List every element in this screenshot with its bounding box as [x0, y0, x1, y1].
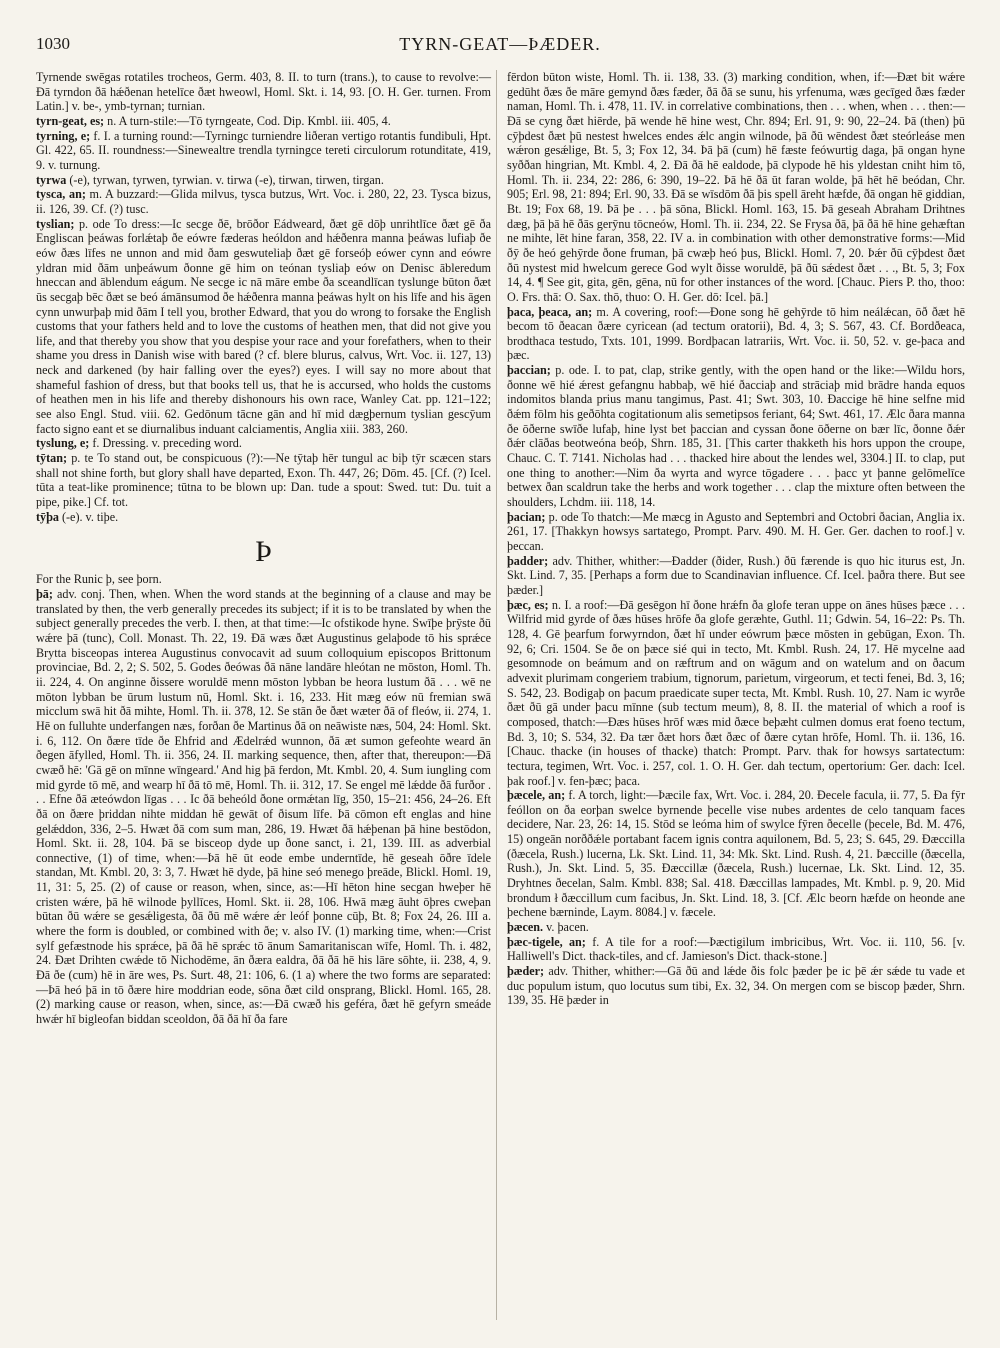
- entry-headword: tȳþa: [36, 509, 59, 524]
- dictionary-entry: [507, 935, 965, 964]
- page-header: [36, 34, 964, 60]
- entry-text: p. ode. I. to pat, clap, strike gently, with the open hand or the like:—Wildu hors, ðonne wē hié ǽrest gefangnu habbaþ, wē hié ðacciaþ and strāciaþ mid brādre handa equos indomitos blanda prius manu tangimus, Past. 41; Swt. 303, 10. Ðaccige hē hine selfne mid ðǽm fōlm his geðōhta cogitationum alis semetipsos feriant, 64; Swt. 461, 17. Ælc ðara manna ðe ōðerne swīðe lufaþ, hine lyst bet þaccian and cyssan ðone ōðerne on bær līc, ðonne ðǽr ðǽr clāðas beotweóna beóþ, Shrn. 185, 31. [This carter thakketh his hors uppon the croupe, Chauc. C. T. 7141. Nicholas had . . . thacked hire about the lendes wel, 3304.] II. to clap, put one thing to another:—Nim ða wyrta and wyrce tōgadere . . . þacc yt þanne gelōmelīce betwex ðan scaldrun take the herbs and work together . . . clap the mixture often between the shoulders, Lchdm. iii. 118, 14.: [507, 363, 965, 510]
- entry-headword: þadder;: [507, 553, 549, 568]
- dictionary-entry: [507, 788, 965, 920]
- entry-headword: þæc, es;: [507, 597, 549, 612]
- entry-text: p. ode To thatch:—Me mæcg in Agusto and Septembri and Octobri ðacian, Anglia ix. 261, 17. [Thakkyn howsys sartatego, Prompt. Parv. 490. M. H. Ger. Ger. dachen to roof.] v. þeccan.: [507, 509, 965, 553]
- entry-headword: þæder;: [507, 964, 545, 979]
- entry-headword: tyslian;: [36, 216, 75, 231]
- entry-text: Tyrnende swēgas rotatiles trocheos, Germ. 403, 8. II. to turn (trans.), to cause to revolve:—Ðā tyrndon ðā hǽðenan hetelīce ðæt hweowl, Homl. Skt. i. 14, 93. [O. H. Ger. turnen. From Latin.] v. be-, ymb-tyrnan; turnian.: [36, 70, 491, 114]
- dictionary-entry: [507, 305, 965, 364]
- dictionary-entry: [507, 510, 965, 554]
- entry-text: f. I. a turning round:—Tyrningc turniendre liðeran vertigo rotantis fundibuli, Hpt. Gl. 422, 65. II. roundness:—Sinewealtre trendla tyrningce tereti circulorum rotunditate, 419, 9. v. turnung.: [36, 128, 491, 172]
- entry-text: f. A torch, light:—Þæcile fax, Wrt. Voc. i. 284, 20. Ðecele facula, ii. 77, 5. Ða fȳr feóllon on ða eorþan swelce byrnende þecelle vise nubes ardentes de celo tanquam faces decidere, Nar. 23, 26: 14, 15. Stōd se leóma him of swylce fȳren ðecelle (þecele, Bd. M. 476, 15) ongeān norððǽle portabant facem ignis contra aquilonem, Bd. 5, 23; S. 645, 29. Ðæccilla (ðæcela, Rush.) lucerna, Lk. Skt. Lind. 11, 34: Mk. Skt. Lind. Rush. 4, 21. Þæccille (ðæcella, Rush.), Jn. Skt. Lind. 5, 35. Ðæccillæ (ðæcela, Rush.) lucernae, Lk. Skt. Lind. 12, 35. Dryhtnes ðecelan, Salm. Kmbl. 838; Sal. 418. Ðæccillas lampades, Mt. Kmbl. p. 9, 20. Mid brondum ł ðæccillum cum facibus, Jn. Skt. Lind. 18, 3. [Cf. Ælc beorn hæfde on heonde ane þechene bærninde, Laym. 8084.] v. fæcele.: [507, 788, 965, 920]
- entry-headword: þā;: [36, 587, 53, 601]
- entry-headword: tȳtan;: [36, 451, 68, 466]
- entry-text: (-e), tyrwan, tyrwen, tyrwian. v. tirwa (-e), tirwan, tirwen, tirgan.: [66, 172, 384, 187]
- dictionary-entry: [507, 70, 965, 305]
- left-column: [36, 70, 491, 1027]
- dictionary-entry: [507, 920, 965, 935]
- entry-headword: þæcele, an;: [507, 788, 566, 803]
- running-title: TYRN-GEAT—ÞÆDER.: [399, 34, 601, 54]
- dictionary-entry: [507, 964, 965, 1008]
- entry-text: f. A tile for a roof:—Þæctigilum imbricibus, Wrt. Voc. ii. 110, 56. [v. Halliwell's Dict. thack-tiles, and cf. Jamieson's Dict. thack-stone.]: [507, 934, 965, 964]
- right-column: [507, 70, 965, 1008]
- entry-text: adv. Thither, whither:—Gā ðū and lǽde ðis folc þæder þe ic þē ǽr sǽde tu vade et duc populum istum, quo locutus sum tibi, Ex. 32, 34. On mergen com se biscop þæder, Shrn. 139, 35. Hē þæder in: [507, 964, 965, 1008]
- entry-headword: tyrn-geat, es;: [36, 113, 105, 128]
- dictionary-entry: [36, 510, 491, 525]
- dictionary-entry: [507, 363, 965, 510]
- entry-headword: þacian;: [507, 509, 546, 524]
- column-divider: [496, 70, 497, 1320]
- entry-headword: tyslung, e;: [36, 436, 90, 451]
- dictionary-entry: [36, 129, 491, 173]
- section-letter: Þ: [255, 535, 272, 569]
- entry-text: v. þacen.: [543, 920, 589, 935]
- entry-text: fērdon būton wiste, Homl. Th. ii. 138, 33. (3) marking condition, when, if:—Ðæt bit wǽre gedūht ðæs ðe māre gemynd ðæs fæder, ðā ðā se sunu, his yrfenuma, wæs gecīged ðæs fæder naman, Homl. Th. i. 478, 11. IV. in correlative combinations, then . . . when, when . . . then:—Ðā se cyng ðæt hiērde, þā wende hē hine west, Chr. 894; Erl. 91, 9: 90, 22–24. Þā (then) þū cȳþdest ðæt þū nestest hwelces endes ǽlc angin wilnode, þā ðū wēndest ðæt steórleáse men wǽron gesǽlige, Bt. 5, 3; Fox 12, 34. Þā þā (cum) hē fæste feówurtig daga, þā ongan hyne syððan hingrian, Mt. Kmbl. 4, 2. Ðā ðā hē ealdode, þā clypode hē his yldestan cniht him tō, Homl. Th. ii. 234, 22: 286, 6: 390, 19–22. Þā hē ðā ūt faran wolde, þā hēt hē beódan, Chr. 905; Erl. 98, 21: 894; Erl. 90, 33. Ðā se wīsdōm ðā þis spell āreht hæfde, ðā ongan hē giddian, Bt. 19; Fox 68, 19. Þā þe . . . þā sōna, Blickl. Homl. 163, 15. Þā geseah Abraham Drihtnes dæg, þā þā hē ðās gerȳnu tōcneów, Homl. Th. ii. 234, 22. Se Frysa ðā, þā ðā hē hine gehæftan ne mihte, lēt hine faran, 358, 22. IV a. in combination with other demonstrative forms:—Mid ðȳ ðe heó gehȳrde ðone fruman, þā cwæþ heó þus, Blickl. Homl. 7, 20. Þǽr ðū cȳþdest ðæt ðū nystest mid hwelcum gerece God wylt ðisse woruldē, þā ðū sǽdest ðæt . . ., Bt. 5, 3; Fox 14, 4. ¶ See git, gita, gēn, gēna, nū for other instances of the word. [Chauc. Piers P. tho, thoo: O. Frs. thā: O. Sax. thō, thuo: O. H. Ger. dō: Icel. þā.]: [507, 70, 965, 304]
- entry-text: m. A buzzard:—Glida milvus, tysca butzus, Wrt. Voc. i. 280, 22, 23. Tysca bizus, ii. 126, 39. Cf. (?) tusc.: [36, 187, 492, 216]
- dictionary-entry: [36, 587, 491, 1027]
- entry-text: adv. conj. Then, when. When the word stands at the beginning of a clause and may be translated by then, the verb generally precedes its subject; if it is to be translated by when the subject generally precedes the verb. I. then, at that time:—Ic ofstikode hyne. Swīþe þrȳste ðū wǽre þā (tunc), Coll. Monast. Th. 22, 19. Ðā wæs ðæt Augustinus gelaþode tō his sprǽce Brytta bisceopas interea Augustinus convocavit ad suum colloquium episcopos Brittonum provinciae, Bd. 2, 2; S. 502, 5. Godes ðeówas ðā nāne landāre hleótan ne mōston, Homl. Th. ii. 224, 4. On anginne ðissere woruldē menn mōston lybban be heora lustum ðā . . . wē ne mōton lybban be ūrum lustum nū, Homl. Skt. i. 16, 233. Hit mæg eów nū fremian swā micclum swā hit ðā mihte, Homl. Th. ii. 378, 12. Se stān ðe ðæt wæter ðā of fleów, ii. 274, 1. Hē on fulluhte underfangen næs, forðan ðe Martinus ðā on neāwiste næs, 504, 24: Homl. Skt. i. 6, 112. On ðære tīde ðe Ehfrid and Ædelrǽd wunnon, ðā æt sumon gefeohte weard ān ðegen āfylled, Homl. Th. ii. 356, 24. II. marking sequence, then, after that, thereupon:—Ðā cwæð hē: 'Gā gē on mīnne wīngeard.' And hig þā ferdon, Mt. Kmbl. 20, 4. Sum iungling com mid gyrde tō mē, and wearp hī ðā tō mē, Homl. Th. ii. 312, 17. Se engel mē lǽdde ðā furðor . . . Efne ðā æteówdon līgas . . . Ic ðā beheóld ðone ormǽtan līg, 350, 15–21: 456, 24–26. Eft ðā on ðære þriddan nihte middan hē gewāt of ðisum līfe. Þā cōmon eft englas and hine gelǽddon, 336, 2–5. Hwæt ðā com sum man, 286, 19. Hwæt ðā hǽþenan þā hine bestōdon, Homl. Skt. ii. 28, 104. Þā se bisceop dyde up ðone sanct, i. 21, 139. III. as adverbial connective, (1) of time, when:—Þā hē ūt eode embe underntīde, hē geseah ōðre īdele standan, Mt. Kmbl. 20, 3: 3, 7. Hwæt hē dyde, þā hine seó menego þreāde, Blickl. Homl. 19, 11, 31: 5, 25. (2) of cause or reason, when, since, as:—Hī hēton hine secgan hweþer hē cristen wǽre, þā hē wilnode þyllīces, Homl. Skt. ii. 28, 106. Hwā mæg āuht ōþres cweþan būtan ðū wǽre se gesǽligesta, ðā ðū mē wǽre ǽr leóf þonne cūþ, Bt. 8; Fox 24, 26. III a. where the form is doubled, or combined with ðe; v. also IV. (1) marking time, when:—Crist sylf gefæstnode his sprǽce, þā ðā hē sprǽc tō ānum Samaritaniscan wīfe, Homl. Th. i. 482, 24. Ðæt Drihten cwǽde tō Nichodēme, ān ðæra ealdra, ðā ðā hē his lāre sōhte, ii. 238, 4, 9. Ðā ðe (cum) hē in āre wes, Ps. Surt. 48, 21: 106, 6. (1 a) where the two forms are separated:—Þā heó þā in tō ðære hire moddrian eode, sōna ðæt cild onsprang, Blickl. Homl. 165, 28. (2) marking cause or reason, when, since, as:—Ðā cwæð his geféra, ðæt hē gefyrn smeáde hwǽr hī bigleofan biddan sceoldon, ðā ðā hī ða fare: [36, 587, 491, 1027]
- entry-headword: þaca, þeaca, an;: [507, 304, 593, 319]
- dictionary-entry: [36, 70, 491, 114]
- dictionary-entry: [36, 451, 491, 510]
- entry-text: f. Dressing. v. preceding word.: [89, 436, 242, 451]
- dictionary-entry: [36, 173, 491, 188]
- entry-headword: þæcen.: [507, 920, 544, 935]
- entry-headword: þaccian;: [507, 363, 551, 378]
- entry-text: p. te To stand out, be conspicuous (?):—Ne tȳtaþ hēr tungul ac biþ tȳr scæcen stars shall not shine forth, but glory shall have departed, Exon. Th. 447, 26; Dōm. 45. [Cf. (?) Icel. tūta a teat-like prominence; tūtna to be blown up: Dan. tude a spout: Swed. tut: Du. tuit a pipe, pike.] Cf. tot.: [36, 451, 491, 510]
- entry-text: adv. Thither, whither:—Ðadder (ðider, Rush.) ðū færende is quo hic iturus est, Jn. Skt. Lind. 7, 35. [Perhaps a form due to Scandinavian influence. Cf. Icel. þaðra there. But see þæder.]: [507, 553, 965, 597]
- entry-text: m. A covering, roof:—Ðone song hē gehȳrde tō him neálǽcan, ōð ðæt hē becom tō ðeacan ðære cyricean (ad tectum oratorii), Bd. 4, 3; S. 567, 43. Cf. Bordðeaca, brodthaca testudo, Txts. 101, 1999. Bordþacan latrariis, Wrt. Voc. ii. 50, 52. v. ge-þaca and þæc.: [507, 304, 965, 363]
- dictionary-entry: [36, 114, 491, 129]
- entry-headword: tyrning, e;: [36, 128, 91, 143]
- entry-text: (-e). v. tiþe.: [58, 509, 119, 524]
- entry-text: n. I. a roof:—Ðā gesēgon hī ðone hrǽfn ða glofe teran uppe on ānes hūses þæce . . . Wilfrid mid gyrde of ðæs hūses hrōfe ða glofe geræhte, Guthl. 11; Gdwin. 54, 16–22: Ps. Th. 128, 4. Gē þearfum forwyrndon, ðæt hī under eówrum þæce mōsten in gebūgan, Exon. Th. 92, 6; Cri. 1504. Se ðe on þæce sié qui in tecto, Mt. Kmbl. Rush. 24, 17. Hē mycelne aad gesomnode on beámum and on ræftrum and on wāgum and on watelum and on ðacum advexit plurimam congeriem trabium, tignorum, parietum, virgeorum, et tecti fenei, Bd. 3, 16; S. 542, 23. Bodigaþ on þacum praedicate super tecta, Mt. Kmbl. Rush. 10, 27. Nam ic wyrðe ðæt ðū gā under þacu mīnne (sub tectum meum), 8, 8. II. the material of which a roof is composed, thatch:—Ðæs hūses hrōf wæs mid ðæce beþæht culmen domus erat foeno tectum, Bd. 3, 10; S. 534, 32. Ða tær ðæt hors ðæt ðæc of ðære cytan hrōfe, Homl. Th. ii. 136, 16. [Chauc. thacke (in houses of thacke) thatch: Prompt. Parv. thak for howsys sartatectum: tectura, tegimen, Wrt. Voc. i. 257, col. 1. O. H. Ger. dah tectum, opertorium: Ger. dach: Icel. þak roof.] v. fen-þæc; þaca.: [507, 597, 965, 788]
- entry-headword: tysca, an;: [36, 187, 86, 202]
- dictionary-entry: [36, 436, 491, 451]
- entry-text: n. A turn-stile:—Tō tyrngeate, Cod. Dip. Kmbl. iii. 405, 4.: [104, 113, 391, 128]
- dictionary-entry: [36, 187, 491, 216]
- dictionary-entry: [36, 217, 491, 437]
- dictionary-entry: [507, 554, 965, 598]
- dictionary-entry: [507, 598, 965, 789]
- dictionary-entry: [36, 572, 491, 587]
- entry-headword: þæc-tigele, an;: [507, 934, 586, 949]
- page-number: 1030: [36, 34, 70, 53]
- entry-headword: tyrwa: [36, 172, 67, 187]
- entry-text: p. ode To dress:—Ic secge ðē, brōðor Eádweard, ðæt gē dōþ unrihtlīce ðæt gē ða Engliscan þeáwas forlǽtaþ ðe eówre fæderas heóldon and hǽðenra manna þeáwas lufiaþ ðe eów ðæs līfes ne unnon and mid ðam geswuteliaþ ðæt gē forseóþ eówer cynn and eówre yldran mid ðām unþeáwum ðonne gē him on teónan tysliaþ eów on Denisc ābleredum hneccan and āblendum eágum. Ne secge ic nā māre embe ða sceandlīcan tyslunge būton ðæt ūs secgaþ bēc ðæt se beó ámānsumod ðe hǽðenra manna þeáwas hylt on his līfe and his āgen cynn unwurþaþ mid ðām I tell you, brother Edward, that you do wrong to forsake the English customs that your fathers held and to love the customs of heathen men, that did not give you life, and that thereby you show that you despise your race and your forefathers, when to their shame you dress in Danish wise with bared (? cf. blere blurus, calvus, Wrt. Voc. ii. 127, 13) neck and darkened (by hair falling over the eyes?) eyes. I will say no more about that shameful fashion of dress, but that books tell us, that he is accursed, who holds the customs of heathen men in his life and thereby dishonours his own race, Wanley Cat. pp. 121–122; see also Engl. Stud. viii. 62. Gedōnum tācne gān and hī mid dægþernum tyslian gescȳum facto signo eant et se diurnalibus induant calciamentis, Anglia xiii. 383, 260.: [36, 216, 491, 436]
- entry-text: For the Runic þ, see þorn.: [36, 572, 162, 587]
